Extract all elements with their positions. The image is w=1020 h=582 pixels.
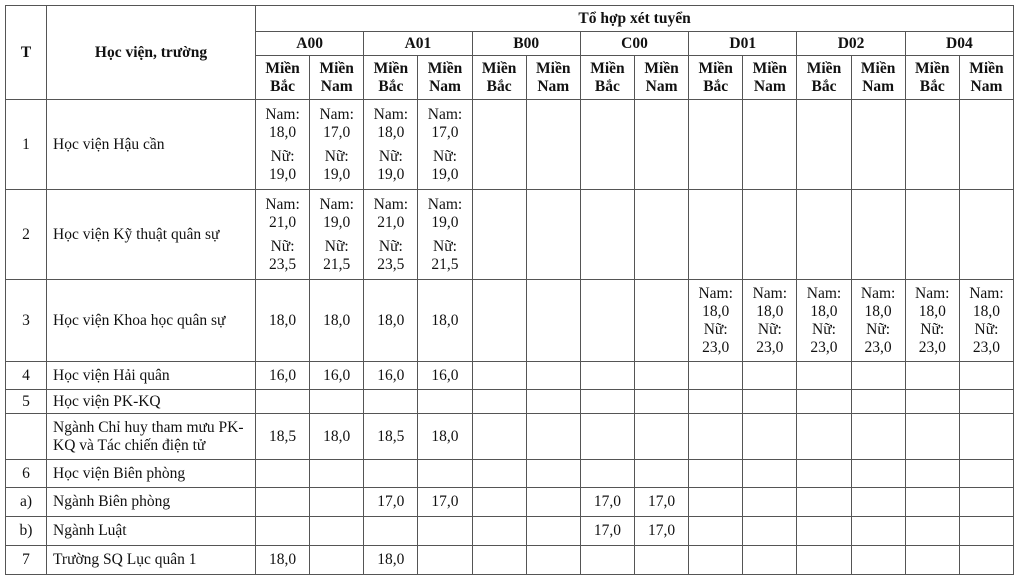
score-cell	[689, 100, 743, 190]
score-cell	[310, 280, 364, 362]
score-cell	[797, 488, 851, 517]
score-line: Nữ:	[703, 320, 728, 338]
score-cell	[310, 517, 364, 546]
score-cell	[851, 460, 905, 488]
row-stt: 2	[6, 190, 47, 280]
score-cell	[580, 190, 634, 280]
score-cell	[851, 362, 905, 390]
score-cell	[364, 488, 418, 517]
score-cell	[634, 362, 688, 390]
score-cell	[905, 362, 959, 390]
score-cell	[580, 100, 634, 190]
score-cell	[364, 460, 418, 488]
score-line: 23,0	[972, 338, 1001, 356]
score-cell	[959, 546, 1013, 575]
header-region-north: Miền Bắc	[797, 56, 851, 100]
score-line: Nữ:	[378, 147, 403, 165]
score-cell	[256, 100, 310, 190]
score-cell	[905, 100, 959, 190]
score-cell	[418, 488, 472, 517]
score-cell	[310, 390, 364, 414]
score-cell	[797, 546, 851, 575]
score-line: 18,0	[972, 302, 1001, 320]
score-cell	[959, 362, 1013, 390]
admission-score-table-container	[5, 5, 1013, 575]
row-school-name: Học viện Hậu cần	[47, 100, 256, 190]
header-region-south: Miền Nam	[526, 56, 580, 100]
row-school-name: Học viện PK-KQ	[47, 390, 256, 414]
score-cell	[418, 517, 472, 546]
score-cell	[310, 460, 364, 488]
header-group-d02: D02	[797, 32, 905, 56]
score-cell	[310, 488, 364, 517]
score-cell	[526, 362, 580, 390]
score-cell	[797, 190, 851, 280]
row-stt: b)	[6, 517, 47, 546]
score-line: Nam:	[427, 105, 463, 123]
score-line: Nam:	[698, 284, 733, 302]
score-cell	[797, 414, 851, 460]
score-cell	[418, 362, 472, 390]
header-group-a00: A00	[256, 32, 364, 56]
row-school-name: Ngành Chỉ huy tham mưu PK-KQ và Tác chiến điện tử	[47, 414, 256, 460]
score-cell	[418, 390, 472, 414]
score-cell	[472, 414, 526, 460]
score-cell	[959, 100, 1013, 190]
score-cell	[634, 546, 688, 575]
score-line: Nữ:	[812, 320, 836, 338]
score-line: 18,0	[377, 311, 405, 329]
score-cell	[905, 460, 959, 488]
score-cell	[743, 190, 797, 280]
score-line: 19,0	[269, 165, 297, 183]
score-line: 18,0	[702, 302, 730, 320]
score-cell	[526, 517, 580, 546]
score-cell	[472, 280, 526, 362]
score-cell	[851, 488, 905, 517]
score-cell	[689, 488, 743, 517]
table-row	[6, 190, 1014, 280]
score-cell	[959, 460, 1013, 488]
score-cell	[905, 190, 959, 280]
score-cell	[797, 517, 851, 546]
score-cell	[310, 190, 364, 280]
score-line: 16,0	[431, 366, 459, 384]
score-line: 17,0	[593, 522, 621, 539]
score-cell	[526, 280, 580, 362]
score-cell	[526, 100, 580, 190]
header-region-north: Miền Bắc	[689, 56, 743, 100]
score-line: Nữ:	[920, 320, 945, 338]
score-line: 21,5	[323, 255, 351, 273]
row-school-name: Học viện Biên phòng	[47, 460, 256, 488]
score-line: 19,0	[431, 165, 459, 183]
score-line: 19,0	[323, 165, 351, 183]
score-line: 17,0	[647, 493, 676, 510]
score-cell	[634, 488, 688, 517]
score-cell	[580, 414, 634, 460]
score-line: 17,0	[323, 123, 351, 141]
header-group-d01: D01	[689, 32, 797, 56]
score-line: Nữ:	[433, 147, 457, 165]
table-row	[6, 390, 1014, 414]
score-line: 17,0	[377, 493, 405, 510]
score-cell	[797, 460, 851, 488]
score-cell	[580, 460, 634, 488]
row-stt: 4	[6, 362, 47, 390]
table-row	[6, 362, 1014, 390]
header-region-south: Miền Nam	[634, 56, 688, 100]
score-cell	[634, 460, 688, 488]
score-cell	[851, 390, 905, 414]
score-cell	[959, 390, 1013, 414]
row-stt: 7	[6, 546, 47, 575]
row-stt: 6	[6, 460, 47, 488]
score-line: Nam:	[319, 195, 354, 213]
score-cell	[689, 280, 743, 362]
score-cell	[472, 488, 526, 517]
score-line: 18,0	[377, 551, 405, 568]
score-cell	[580, 488, 634, 517]
score-cell	[634, 190, 688, 280]
score-cell	[689, 362, 743, 390]
score-cell	[743, 488, 797, 517]
score-cell	[851, 100, 905, 190]
header-region-south: Miền Nam	[959, 56, 1013, 100]
score-line: 18,0	[377, 123, 405, 141]
score-cell	[905, 390, 959, 414]
score-line: 17,0	[647, 522, 676, 539]
score-cell	[364, 517, 418, 546]
score-cell	[905, 488, 959, 517]
score-line: 18,0	[323, 311, 351, 329]
score-cell	[310, 546, 364, 575]
score-line: 18,0	[269, 311, 297, 329]
score-line: Nam:	[427, 195, 463, 213]
score-line: 18,5	[377, 427, 405, 445]
score-line: 16,0	[269, 366, 297, 384]
score-cell	[418, 190, 472, 280]
row-school-name: Ngành Luật	[47, 517, 256, 546]
score-line: Nam:	[969, 284, 1004, 302]
score-cell	[472, 100, 526, 190]
score-line: Nữ:	[974, 320, 999, 338]
score-cell	[526, 190, 580, 280]
score-line: Nam:	[373, 195, 409, 213]
table-row	[6, 517, 1014, 546]
score-cell	[526, 460, 580, 488]
score-line: 18,5	[269, 427, 297, 445]
score-line: 18,0	[269, 551, 297, 568]
score-cell	[689, 460, 743, 488]
score-line: 21,5	[431, 255, 459, 273]
score-cell	[905, 280, 959, 362]
table-body	[6, 100, 1014, 575]
header-region-north: Miền Bắc	[472, 56, 526, 100]
score-line: Nam:	[806, 284, 842, 302]
row-school-name: Học viện Khoa học quân sự	[47, 280, 256, 362]
score-cell	[472, 190, 526, 280]
score-cell	[743, 100, 797, 190]
header-region-south: Miền Nam	[418, 56, 472, 100]
score-cell	[472, 390, 526, 414]
score-cell	[959, 517, 1013, 546]
score-cell	[364, 390, 418, 414]
score-cell	[418, 546, 472, 575]
score-line: 23,0	[918, 338, 946, 356]
header-region-south: Miền Nam	[743, 56, 797, 100]
score-cell	[256, 517, 310, 546]
score-cell	[472, 517, 526, 546]
score-cell	[634, 414, 688, 460]
score-cell	[743, 517, 797, 546]
score-line: 18,0	[756, 302, 784, 320]
score-cell	[472, 362, 526, 390]
score-cell	[418, 100, 472, 190]
score-cell	[580, 390, 634, 414]
score-cell	[851, 414, 905, 460]
score-cell	[310, 362, 364, 390]
table-row	[6, 460, 1014, 488]
score-line: Nữ:	[433, 237, 457, 255]
score-line: 18,0	[810, 302, 838, 320]
score-line: Nữ:	[757, 320, 782, 338]
score-cell	[526, 546, 580, 575]
header-group-b00: B00	[472, 32, 580, 56]
score-cell	[743, 460, 797, 488]
score-cell	[743, 414, 797, 460]
table-row	[6, 546, 1014, 575]
score-cell	[580, 517, 634, 546]
score-line: Nữ:	[324, 147, 349, 165]
table-row	[6, 280, 1014, 362]
score-line: 23,0	[810, 338, 838, 356]
score-line: 23,5	[269, 255, 297, 273]
score-cell	[364, 362, 418, 390]
score-line: 16,0	[323, 366, 351, 384]
score-cell	[797, 390, 851, 414]
score-cell	[364, 280, 418, 362]
header-group-a01: A01	[364, 32, 472, 56]
score-cell	[364, 546, 418, 575]
score-cell	[851, 280, 905, 362]
score-line: Nữ:	[378, 237, 403, 255]
score-cell	[526, 414, 580, 460]
score-cell	[797, 362, 851, 390]
score-cell	[256, 460, 310, 488]
score-cell	[743, 362, 797, 390]
score-cell	[526, 390, 580, 414]
row-school-name: Học viện Kỹ thuật quân sự	[47, 190, 256, 280]
score-line: Nữ:	[270, 147, 295, 165]
score-cell	[634, 390, 688, 414]
header-school: Học viện, trường	[47, 6, 256, 100]
score-line: 18,0	[918, 302, 946, 320]
score-cell	[959, 280, 1013, 362]
score-line: 23,0	[864, 338, 892, 356]
score-cell	[364, 414, 418, 460]
score-cell	[689, 190, 743, 280]
row-stt: 1	[6, 100, 47, 190]
score-cell	[959, 414, 1013, 460]
score-cell	[364, 190, 418, 280]
score-line: 18,0	[269, 123, 297, 141]
score-cell	[418, 280, 472, 362]
score-cell	[634, 280, 688, 362]
score-cell	[797, 100, 851, 190]
score-cell	[256, 190, 310, 280]
score-line: Nam:	[265, 195, 300, 213]
score-cell	[256, 362, 310, 390]
score-line: 17,0	[431, 123, 459, 141]
header-region-south: Miền Nam	[310, 56, 364, 100]
admission-score-table	[5, 5, 1014, 575]
score-line: 19,0	[377, 165, 405, 183]
score-line: Nam:	[860, 284, 896, 302]
score-cell	[689, 517, 743, 546]
header-group-c00: C00	[580, 32, 688, 56]
score-cell	[256, 414, 310, 460]
score-line: Nam:	[915, 284, 950, 302]
row-school-name: Học viện Hải quân	[47, 362, 256, 390]
score-cell	[905, 546, 959, 575]
row-stt: 5	[6, 390, 47, 414]
score-cell	[256, 390, 310, 414]
score-line: 18,0	[864, 302, 892, 320]
row-school-name: Trường SQ Lục quân 1	[47, 546, 256, 575]
score-cell	[418, 460, 472, 488]
score-cell	[472, 460, 526, 488]
score-line: 17,0	[431, 493, 459, 510]
score-cell	[905, 414, 959, 460]
score-line: Nữ:	[270, 237, 295, 255]
score-cell	[364, 100, 418, 190]
header-region-north: Miền Bắc	[905, 56, 959, 100]
score-line: 17,0	[593, 493, 621, 510]
score-cell	[526, 488, 580, 517]
score-line: 18,0	[431, 311, 459, 329]
score-cell	[743, 390, 797, 414]
row-stt: 3	[6, 280, 47, 362]
score-cell	[743, 280, 797, 362]
score-line: Nam:	[373, 105, 409, 123]
score-line: 16,0	[377, 366, 405, 384]
score-line: Nam:	[319, 105, 354, 123]
header-stt: T	[6, 6, 47, 100]
score-line: 23,0	[702, 338, 730, 356]
score-line: 23,5	[377, 255, 405, 273]
score-cell	[634, 100, 688, 190]
score-cell	[634, 517, 688, 546]
score-line: 19,0	[431, 213, 459, 231]
score-cell	[743, 546, 797, 575]
score-cell	[310, 100, 364, 190]
score-line: 18,0	[431, 427, 459, 445]
score-cell	[256, 488, 310, 517]
score-cell	[797, 280, 851, 362]
score-cell	[689, 390, 743, 414]
score-cell	[851, 190, 905, 280]
score-line: 23,0	[756, 338, 784, 356]
score-cell	[851, 517, 905, 546]
header-region-north: Miền Bắc	[256, 56, 310, 100]
score-line: 21,0	[269, 213, 297, 231]
score-cell	[472, 546, 526, 575]
header-group-title: Tổ hợp xét tuyển	[256, 6, 1014, 32]
header-region-north: Miền Bắc	[364, 56, 418, 100]
score-cell	[418, 414, 472, 460]
header-group-d04: D04	[905, 32, 1013, 56]
score-cell	[959, 190, 1013, 280]
score-line: Nam:	[265, 105, 300, 123]
score-cell	[689, 414, 743, 460]
score-cell	[959, 488, 1013, 517]
score-cell	[905, 517, 959, 546]
score-cell	[580, 280, 634, 362]
table-row	[6, 414, 1014, 460]
score-line: 19,0	[323, 213, 351, 231]
score-line: Nam:	[752, 284, 788, 302]
row-stt: a)	[6, 488, 47, 517]
score-line: 18,0	[323, 427, 351, 445]
table-row	[6, 100, 1014, 190]
score-line: Nữ:	[324, 237, 349, 255]
score-cell	[256, 546, 310, 575]
score-cell	[851, 546, 905, 575]
score-cell	[580, 546, 634, 575]
row-stt	[6, 414, 47, 460]
score-line: Nữ:	[866, 320, 891, 338]
score-cell	[689, 546, 743, 575]
score-line: 21,0	[377, 213, 405, 231]
row-school-name: Ngành Biên phòng	[47, 488, 256, 517]
table-row	[6, 488, 1014, 517]
header-region-south: Miền Nam	[851, 56, 905, 100]
score-cell	[580, 362, 634, 390]
score-cell	[256, 280, 310, 362]
score-cell	[310, 414, 364, 460]
table-header	[6, 6, 1014, 100]
header-region-north: Miền Bắc	[580, 56, 634, 100]
